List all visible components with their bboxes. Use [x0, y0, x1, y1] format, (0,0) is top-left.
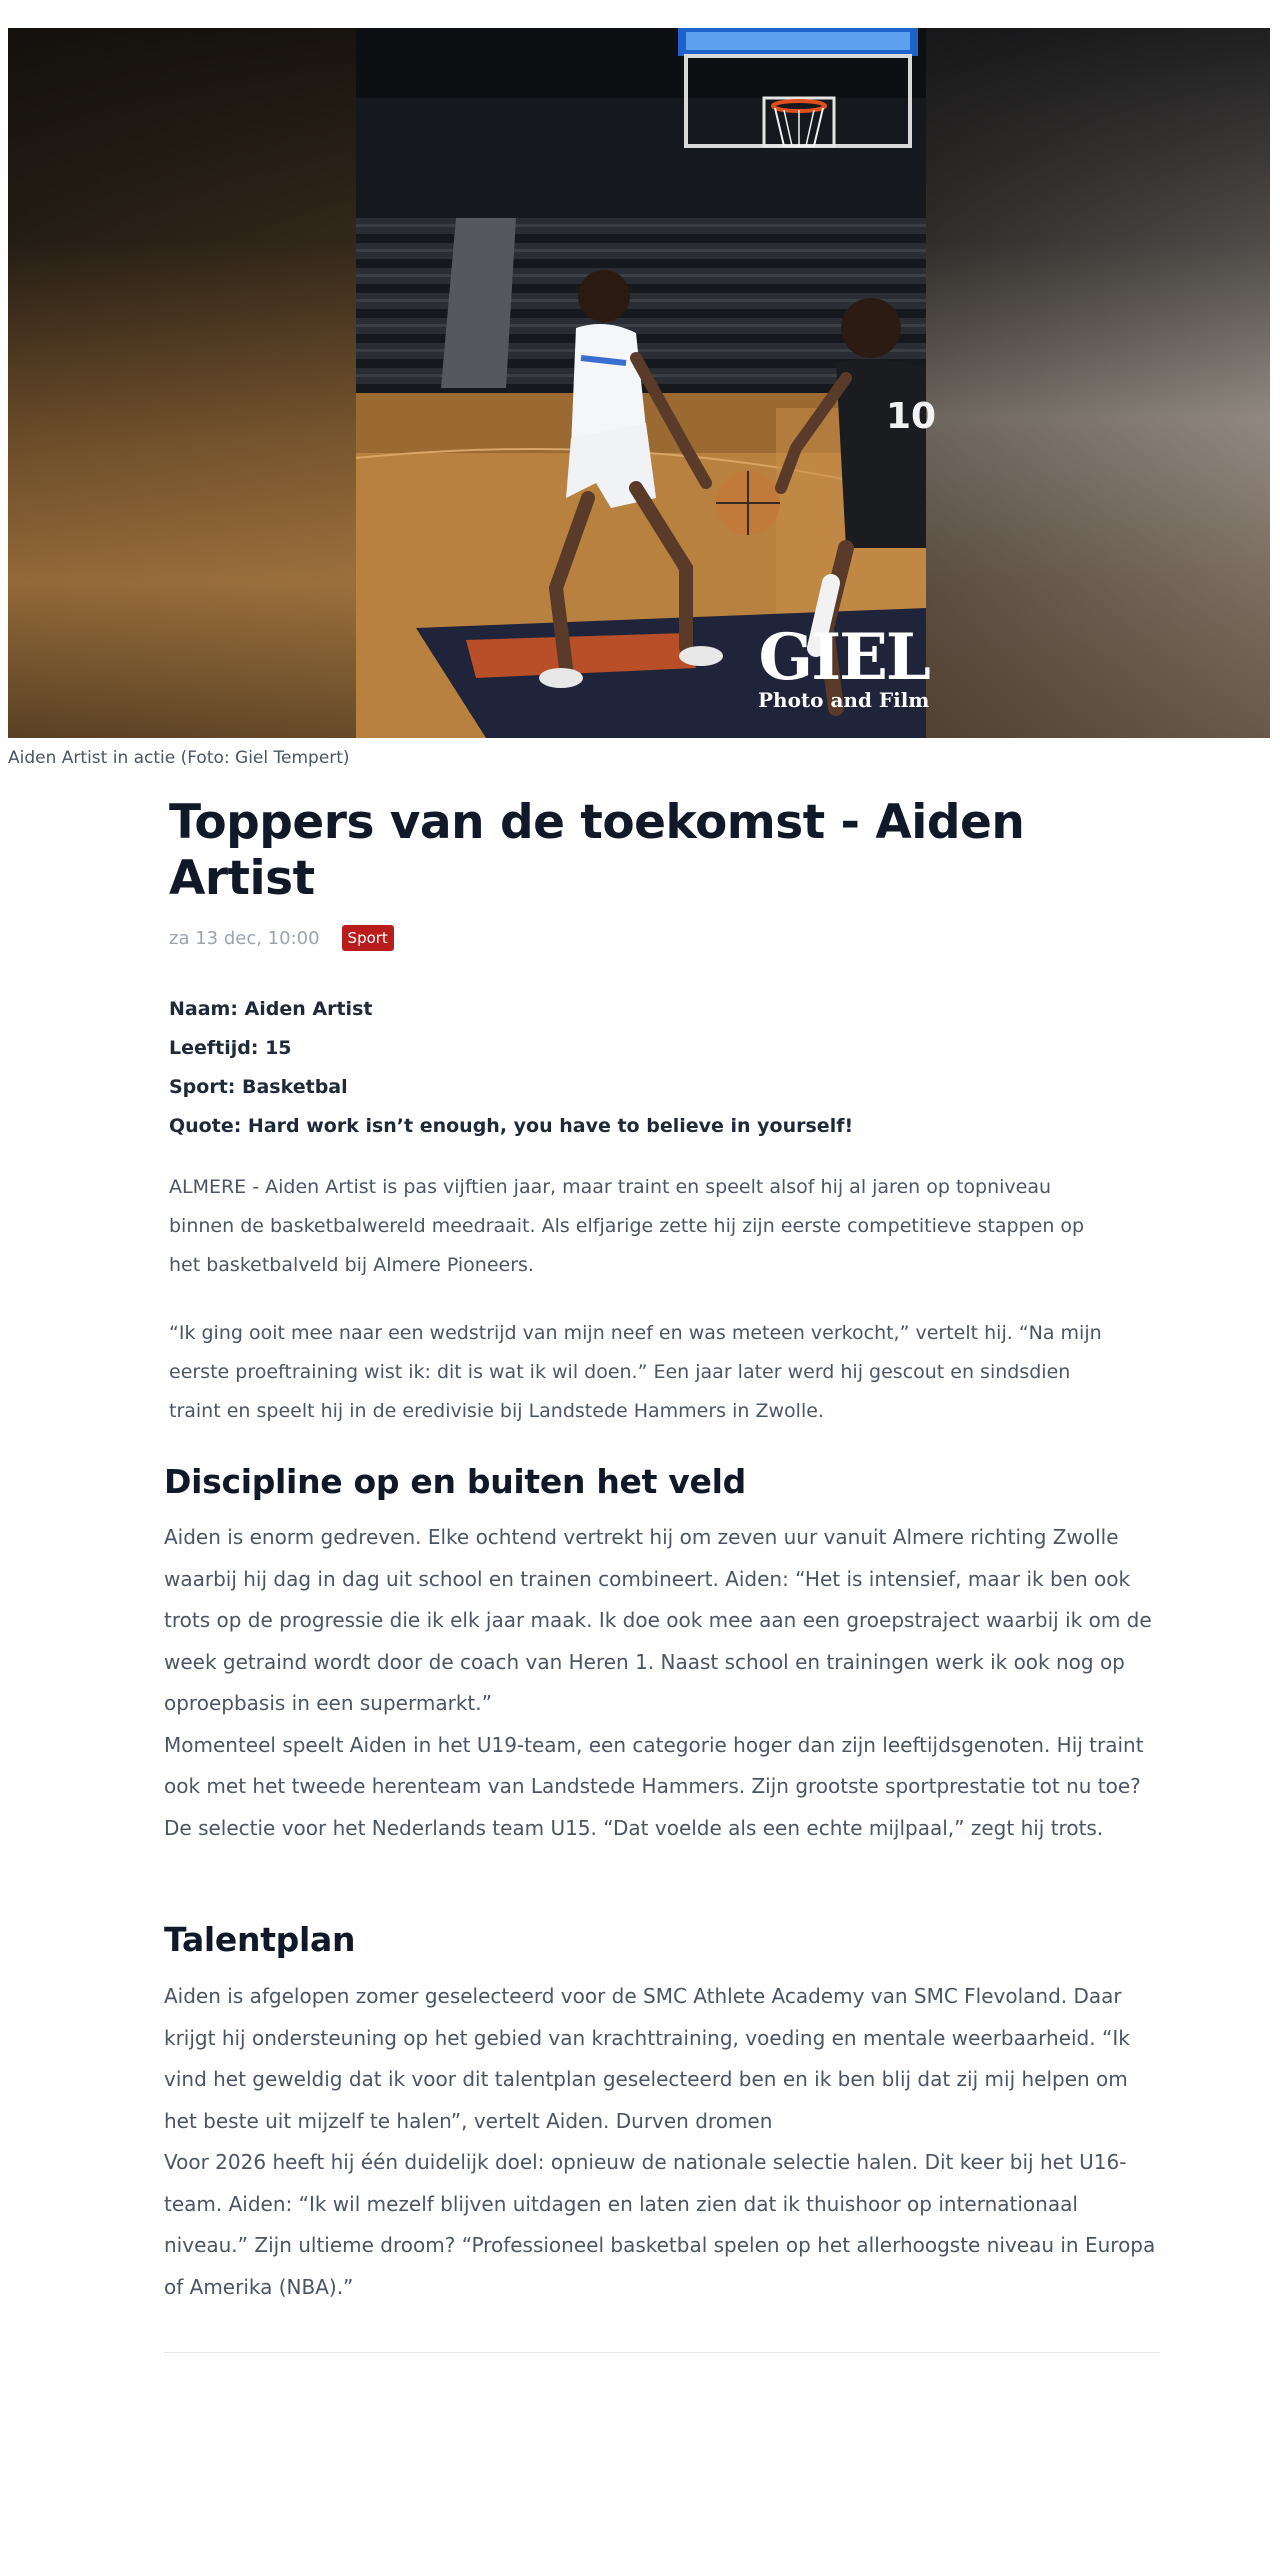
watermark-subtitle: Photo and Film [758, 688, 930, 712]
article-meta [169, 925, 394, 951]
profile-facts [169, 990, 853, 1146]
section-heading: Discipline op en buiten het veld [164, 1462, 746, 1501]
section-paragraph: Aiden is afgelopen zomer geselecteerd voor de SMC Athlete Academy van SMC Flevoland. Daar krijgt hij ondersteuning op het gebied van krachttraining, voeding en mentale weerbaarheid. “Ik vind het geweldig dat ik voor dit talentplan geselecteerd ben en ik ben blij dat zij mij helpen om het beste uit mijzelf te halen”, vertelt Aiden. Durven dromen [164, 1984, 1130, 2133]
image-caption: Aiden Artist in actie (Foto: Giel Tempert) [8, 748, 350, 768]
section-body [164, 1976, 1164, 2308]
article-hero-image [8, 28, 1270, 738]
article-title: Toppers van de toekomst - Aiden Artist [169, 795, 1025, 906]
section-paragraph: Voor 2026 heeft hij één duidelijk doel: opnieuw de nationale selectie halen. Dit keer bij het U16-team. Aiden: “Ik wil mezelf blijven uitdagen en laten zien dat ik thuishoor op internationaal niveau.” Zijn ultieme droom? “Professioneel basketbal spelen op het allerhoogste niveau in Europa of Amerika (NBA).” [164, 2150, 1156, 2299]
category-badge[interactable]: Sport [342, 925, 394, 951]
intro-paragraph: ALMERE - Aiden Artist is pas vijftien jaar, maar traint en speelt alsof hij al jaren op topniveau binnen de basketbalwereld meedraait. Als elfjarige zette hij zijn eerste competitieve stappen op het basketbalveld bij Almere Pioneers. [169, 1176, 1085, 1276]
section-heading: Talentplan [164, 1920, 356, 1959]
watermark-title: GIEL [758, 620, 929, 695]
section-paragraph: Momenteel speelt Aiden in het U19-team, een categorie hoger dan zijn leeftijdsgenoten. Hij traint ook met het tweede herenteam van Landstede Hammers. Zijn grootste sportprestatie tot nu toe? De selectie voor het Nederlands team U15. “Dat voelde als een echte mijlpaal,” zegt hij trots. [164, 1732, 1144, 1840]
fact-sport: Sport: Basketbal [169, 1076, 348, 1098]
hero-blur-left [8, 28, 356, 738]
fact-age: Leeftijd: 15 [169, 1037, 292, 1059]
photo-watermark-logo [758, 620, 930, 712]
jersey-number: 10 [886, 396, 937, 437]
hero-blur-right [926, 28, 1270, 738]
fact-name: Naam: Aiden Artist [169, 998, 373, 1020]
article-divider [164, 2352, 1160, 2353]
fact-quote: Quote: Hard work isn’t enough, you have to believe in yourself! [169, 1115, 854, 1137]
intro-paragraph: “Ik ging ooit mee naar een wedstrijd van mijn neef en was meteen verkocht,” vertelt hij. “Na mijn eerste proeftraining wist ik: dit is wat ik wil doen.” Een jaar later werd hij gescout en sindsdien traint en speelt hij in de eredivisie bij Landstede Hammers in Zwolle. [169, 1322, 1102, 1422]
section-paragraph: Aiden is enorm gedreven. Elke ochtend vertrekt hij om zeven uur vanuit Almere richting Zwolle waarbij hij dag in dag uit school en trainen combineert. Aiden: “Het is intensief, maar ik ben ook trots op de progressie die ik elk jaar maak. Ik doe ook mee aan een groepstraject waarbij ik om de week getraind wordt door de coach van Heren 1. Naast school en trainingen werk ik ook nog op oproepbasis in een supermarkt.” [164, 1525, 1152, 1715]
section-body [164, 1517, 1164, 1849]
publish-date: za 13 dec, 10:00 [169, 927, 320, 949]
